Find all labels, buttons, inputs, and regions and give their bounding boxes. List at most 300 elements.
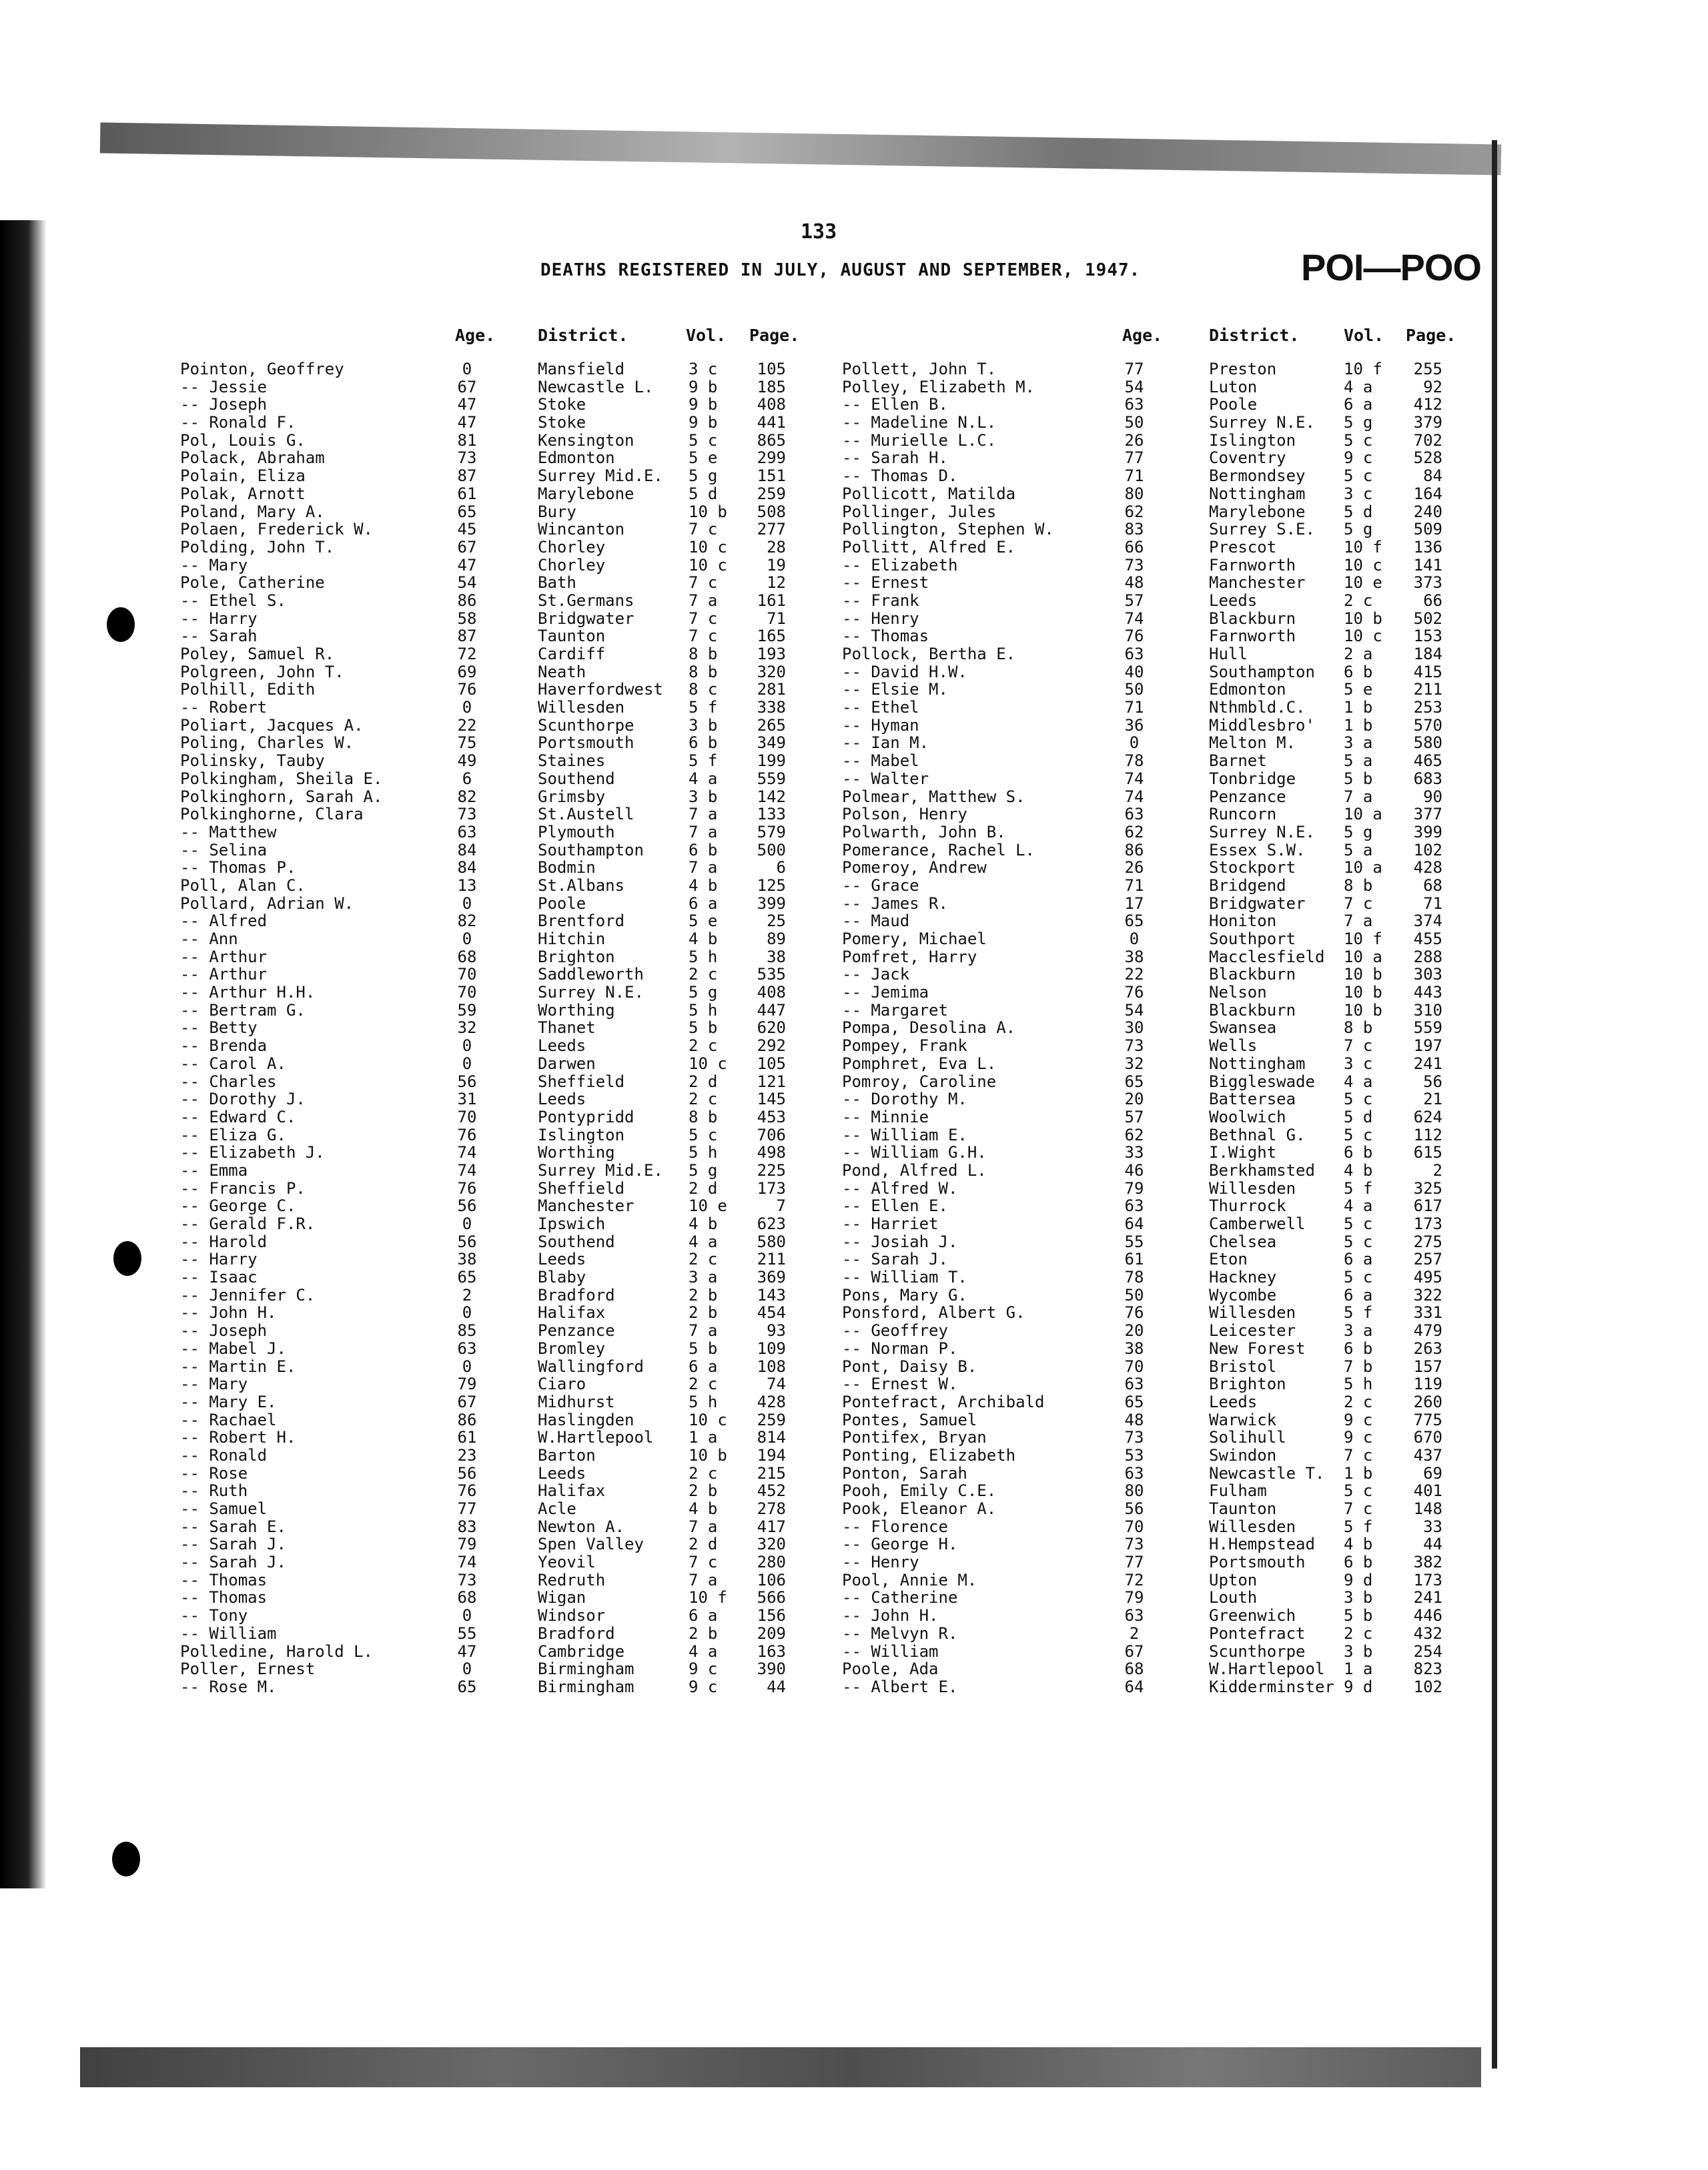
entry-vol: 6 b — [1344, 1339, 1373, 1358]
entry-age: 57 — [1124, 591, 1144, 610]
entry-age: 54 — [1124, 377, 1144, 396]
entry-page: 197 — [1413, 1036, 1442, 1056]
entry-page: 240 — [1413, 502, 1442, 521]
entry-vol: 5 f — [1344, 1517, 1373, 1536]
entry-age: 20 — [1124, 1321, 1144, 1341]
entry-district: Marylebone — [1209, 502, 1306, 521]
entry-page: 325 — [1413, 1178, 1442, 1198]
entry-name: -- Brenda — [180, 1036, 268, 1056]
entry-district: Honiton — [1209, 912, 1277, 931]
entry-name: -- Carol A. — [180, 1054, 286, 1073]
entry-vol: 5 c — [1344, 1125, 1373, 1144]
entry-vol: 6 b — [1344, 1143, 1373, 1162]
entry-district: Thanet — [538, 1018, 596, 1038]
entry-age: 74 — [1124, 609, 1144, 628]
entry-name: -- Catherine — [842, 1588, 958, 1607]
entry-vol: 10 e — [689, 1196, 727, 1216]
entry-district: Nelson — [1209, 983, 1267, 1002]
entry-district: W.Hartlepool — [538, 1428, 654, 1447]
entry-vol: 6 a — [1344, 1250, 1373, 1269]
header-page: Page. — [749, 326, 800, 345]
entry-vol: 5 c — [689, 430, 718, 450]
entry-district: Surrey Mid.E. — [538, 466, 663, 486]
entry-vol: 10 f — [1344, 930, 1382, 948]
entry-name: -- Martin E. — [180, 1357, 296, 1376]
entry-vol: 4 a — [1344, 1196, 1373, 1216]
entry-name: -- Jessie — [180, 377, 268, 396]
entry-vol: 5 h — [1344, 1375, 1373, 1394]
entry-name: Pole, Catherine — [180, 573, 325, 593]
entry-district: Worthing — [538, 1143, 615, 1162]
entry-district: Greenwich — [1209, 1606, 1296, 1625]
entry-age: 26 — [1124, 858, 1144, 877]
entry-age: 79 — [1124, 1178, 1144, 1198]
entry-page: 479 — [1413, 1321, 1442, 1341]
entry-page: 322 — [1413, 1285, 1442, 1305]
entry-name: -- Thomas — [180, 1588, 268, 1607]
entry-vol: 6 a — [689, 1357, 718, 1376]
entry-district: St.Austell — [538, 805, 634, 824]
entry-age: 56 — [457, 1463, 477, 1483]
entry-district: Thurrock — [1209, 1196, 1286, 1216]
entry-page: 265 — [757, 715, 786, 735]
entry-age: 0 — [462, 1214, 472, 1233]
entry-name: -- Ellen E. — [842, 1196, 948, 1216]
entry-vol: 4 b — [689, 1214, 718, 1233]
entry-page: 415 — [1413, 662, 1442, 681]
entry-page: 670 — [1413, 1428, 1442, 1447]
entry-vol: 7 a — [689, 1570, 718, 1589]
entry-age: 80 — [1124, 484, 1144, 503]
entry-district: Upton — [1209, 1570, 1258, 1589]
entry-name: -- Eliza G. — [180, 1125, 286, 1144]
entry-name: Pontefract, Archibald — [842, 1392, 1045, 1411]
entry-age: 54 — [457, 573, 477, 593]
entry-page: 455 — [1413, 930, 1442, 948]
entry-page: 447 — [757, 1000, 786, 1020]
entry-vol: 3 b — [1344, 1588, 1373, 1607]
entry-vol: 7 c — [1344, 1499, 1373, 1518]
entry-name: -- Mary — [180, 1375, 248, 1394]
entry-page: 136 — [1413, 537, 1442, 557]
entry-name: Pompa, Desolina A. — [842, 1018, 1016, 1038]
entry-age: 13 — [457, 875, 477, 895]
scan-edge-left — [0, 220, 47, 1888]
entry-district: Nottingham — [1209, 1054, 1306, 1073]
entry-page: 559 — [1413, 1018, 1442, 1038]
entry-district: Swindon — [1209, 1445, 1277, 1465]
entry-vol: 5 h — [689, 1392, 718, 1411]
entry-name: Pomery, Michael — [842, 930, 987, 948]
entry-age: 67 — [457, 377, 477, 396]
entry-page: 509 — [1413, 520, 1442, 539]
entry-name: -- Thomas — [842, 627, 929, 646]
entry-page: 121 — [757, 1072, 786, 1091]
entry-district: St.Albans — [538, 875, 625, 895]
entry-page: 683 — [1413, 769, 1442, 788]
entry-district: Staines — [538, 751, 606, 771]
entry-name: -- Robert — [180, 698, 268, 717]
entry-page: 452 — [757, 1481, 786, 1501]
entry-vol: 10 f — [689, 1588, 727, 1607]
entry-page: 814 — [757, 1428, 786, 1447]
entry-district: Halifax — [538, 1303, 606, 1323]
entry-district: Poole — [538, 893, 586, 913]
entry-name: -- Elizabeth J. — [180, 1143, 325, 1162]
entry-page: 580 — [1413, 733, 1442, 753]
entry-name: -- Arthur H.H. — [180, 983, 316, 1002]
entry-district: Warwick — [1209, 1410, 1277, 1429]
entry-vol: 2 c — [1344, 1623, 1373, 1643]
entry-page: 441 — [757, 413, 786, 432]
entry-page: 102 — [1413, 840, 1442, 859]
entry-vol: 4 a — [689, 1232, 718, 1251]
entry-district: St.Germans — [538, 591, 634, 610]
header-age: Age. — [1122, 326, 1163, 345]
entry-vol: 4 a — [1344, 377, 1373, 396]
entry-age: 77 — [1124, 360, 1144, 378]
entry-age: 0 — [462, 930, 472, 948]
entry-age: 2 — [1129, 1623, 1140, 1643]
entry-district: Essex S.W. — [1209, 840, 1306, 859]
entry-name: -- Sarah H. — [842, 448, 948, 468]
entry-vol: 7 c — [689, 520, 718, 539]
entry-district: Windsor — [538, 1606, 606, 1625]
entry-page: 165 — [757, 627, 786, 646]
entry-vol: 7 c — [689, 609, 718, 628]
entry-district: Bradford — [538, 1285, 615, 1305]
entry-name: Poliart, Jacques A. — [180, 715, 364, 735]
entry-vol: 6 b — [1344, 1553, 1373, 1572]
entry-age: 22 — [1124, 965, 1144, 984]
entry-district: Leeds — [538, 1036, 586, 1056]
entry-vol: 6 b — [689, 840, 718, 859]
entry-page: 263 — [1413, 1339, 1442, 1358]
entry-page: 288 — [1413, 947, 1442, 966]
entry-age: 70 — [457, 1107, 477, 1126]
entry-district: Taunton — [538, 627, 606, 646]
entry-name: Pompey, Frank — [842, 1036, 967, 1056]
entry-name: Ponting, Elizabeth — [842, 1445, 1016, 1465]
entry-name: -- Jack — [842, 965, 910, 984]
header-page: Page. — [1406, 326, 1456, 345]
entry-name: -- Ellen B. — [842, 395, 948, 414]
entry-district: Melton M. — [1209, 733, 1296, 753]
entry-page: 443 — [1413, 983, 1442, 1002]
entry-age: 17 — [1124, 893, 1144, 913]
entry-page: 428 — [1413, 858, 1442, 877]
entry-name: -- Jemima — [842, 983, 929, 1002]
entry-district: Camberwell — [1209, 1214, 1306, 1233]
entry-name: -- Alfred — [180, 912, 268, 931]
entry-district: Surrey N.E. — [538, 983, 644, 1002]
entry-district: Preston — [1209, 360, 1277, 378]
entry-district: Birmingham — [538, 1677, 634, 1696]
entry-age: 82 — [457, 787, 477, 806]
entry-vol: 1 b — [1344, 698, 1373, 717]
entry-name: -- Sarah J. — [180, 1553, 286, 1572]
entry-district: Middlesbro' — [1209, 715, 1315, 735]
entry-vol: 5 b — [1344, 1606, 1373, 1625]
entry-vol: 5 g — [689, 1160, 718, 1180]
entry-age: 22 — [457, 715, 477, 735]
entry-name: Pomeroy, Andrew — [842, 858, 987, 877]
entry-age: 80 — [1124, 1481, 1144, 1501]
entry-age: 55 — [1124, 1232, 1144, 1251]
entry-vol: 9 b — [689, 395, 718, 414]
entry-page: 71 — [1423, 893, 1442, 913]
entry-vol: 2 c — [689, 1036, 718, 1056]
entry-vol: 8 c — [689, 680, 718, 699]
entry-name: -- John H. — [842, 1606, 939, 1625]
entry-vol: 4 b — [689, 875, 718, 895]
entry-age: 84 — [457, 840, 477, 859]
entry-name: -- Thomas — [180, 1570, 268, 1589]
entry-vol: 9 c — [1344, 448, 1373, 468]
entry-name: -- William — [842, 1642, 939, 1661]
entry-name: -- Albert E. — [842, 1677, 958, 1696]
entry-age: 76 — [457, 1125, 477, 1144]
entry-page: 74 — [767, 1375, 786, 1394]
entry-district: Stockport — [1209, 858, 1296, 877]
entry-page: 164 — [1413, 484, 1442, 503]
entry-name: -- George C. — [180, 1196, 296, 1216]
entry-age: 48 — [1124, 573, 1144, 593]
entry-district: Darwen — [538, 1054, 596, 1073]
entry-page: 417 — [757, 1517, 786, 1536]
entry-name: Pooh, Emily C.E. — [842, 1481, 997, 1501]
entry-district: Southampton — [1209, 662, 1315, 681]
entry-page: 535 — [757, 965, 786, 984]
entry-page: 105 — [757, 360, 786, 378]
entry-district: Spen Valley — [538, 1535, 644, 1554]
entry-age: 65 — [457, 1677, 477, 1696]
entry-district: Penzance — [538, 1321, 615, 1341]
entry-district: Southend — [538, 769, 615, 788]
entry-district: Chelsea — [1209, 1232, 1277, 1251]
entry-vol: 10 b — [1344, 609, 1382, 628]
entry-name: -- Tony — [180, 1606, 248, 1625]
entry-district: Newcastle T. — [1209, 1463, 1325, 1483]
entry-page: 702 — [1413, 430, 1442, 450]
entry-name: -- Elsie M. — [842, 680, 948, 699]
entry-vol: 8 b — [1344, 875, 1373, 895]
entry-age: 61 — [1124, 1250, 1144, 1269]
entry-vol: 10 b — [1344, 1000, 1382, 1020]
entry-age: 45 — [457, 520, 477, 539]
entry-page: 775 — [1413, 1410, 1442, 1429]
entry-district: Leeds — [1209, 591, 1258, 610]
entry-age: 74 — [1124, 769, 1144, 788]
entry-name: Polinsky, Tauby — [180, 751, 325, 771]
entry-age: 48 — [1124, 1410, 1144, 1429]
entry-name: Pollitt, Alfred E. — [842, 537, 1016, 557]
entry-page: 89 — [767, 930, 786, 948]
entry-page: 145 — [757, 1090, 786, 1109]
entry-page: 7 — [776, 1196, 786, 1216]
entry-page: 90 — [1423, 787, 1442, 806]
entry-page: 259 — [757, 1410, 786, 1429]
entry-age: 0 — [462, 1357, 472, 1376]
entry-name: -- Ann — [180, 930, 238, 948]
entry-district: Scunthorpe — [1209, 1642, 1306, 1661]
entry-district: Solihull — [1209, 1428, 1286, 1447]
entry-page: 377 — [1413, 805, 1442, 824]
entry-district: Chorley — [538, 537, 606, 557]
entry-age: 70 — [457, 983, 477, 1002]
entry-page: 133 — [757, 805, 786, 824]
entry-name: -- Gerald F.R. — [180, 1214, 316, 1233]
entry-age: 73 — [1124, 1535, 1144, 1554]
entry-page: 823 — [1413, 1660, 1442, 1679]
entry-page: 623 — [757, 1214, 786, 1233]
entry-age: 55 — [457, 1623, 477, 1643]
entry-vol: 10 c — [1344, 555, 1382, 575]
entry-district: Redruth — [538, 1570, 606, 1589]
entry-vol: 10 f — [1344, 360, 1382, 378]
entry-district: Prescot — [1209, 537, 1277, 557]
entry-age: 78 — [1124, 1268, 1144, 1287]
entry-age: 73 — [1124, 1036, 1144, 1056]
entry-page: 259 — [757, 484, 786, 503]
entry-age: 84 — [457, 858, 477, 877]
entry-vol: 9 b — [689, 413, 718, 432]
entry-page: 706 — [757, 1125, 786, 1144]
entry-vol: 6 a — [1344, 395, 1373, 414]
entry-name: -- Rose M. — [180, 1677, 277, 1696]
entry-page: 446 — [1413, 1606, 1442, 1625]
entry-vol: 9 c — [1344, 1410, 1373, 1429]
entry-district: Plymouth — [538, 822, 615, 841]
entry-vol: 10 a — [1344, 858, 1382, 877]
entry-age: 63 — [1124, 1375, 1144, 1394]
entry-name: -- Murielle L.C. — [842, 430, 997, 450]
entry-district: Mansfield — [538, 360, 625, 378]
entry-page: 495 — [1413, 1268, 1442, 1287]
entry-district: Wells — [1209, 1036, 1258, 1056]
entry-page: 2 — [1432, 1160, 1442, 1180]
entry-district: Taunton — [1209, 1499, 1277, 1518]
entry-page: 12 — [767, 573, 786, 593]
entry-name: Pond, Alfred L. — [842, 1160, 987, 1180]
entry-vol: 5 g — [1344, 413, 1373, 432]
entry-age: 87 — [457, 466, 477, 486]
entry-age: 76 — [1124, 983, 1144, 1002]
entry-name: Polak, Arnott — [180, 484, 306, 503]
entry-page: 119 — [1413, 1375, 1442, 1394]
entry-vol: 2 c — [689, 1090, 718, 1109]
entry-page: 255 — [1413, 360, 1442, 378]
entry-district: Manchester — [538, 1196, 634, 1216]
entry-vol: 3 a — [1344, 1321, 1373, 1341]
entry-page: 66 — [1423, 591, 1442, 610]
entry-age: 77 — [1124, 448, 1144, 468]
entry-district: Sheffield — [538, 1178, 625, 1198]
entry-age: 30 — [1124, 1018, 1144, 1038]
entry-name: -- Madeline N.L. — [842, 413, 997, 432]
entry-page: 260 — [1413, 1392, 1442, 1411]
entry-page: 617 — [1413, 1196, 1442, 1216]
entry-age: 36 — [1124, 715, 1144, 735]
entry-district: Brighton — [1209, 1375, 1286, 1394]
entry-name: -- Sarah J. — [180, 1535, 286, 1554]
entry-name: Poole, Ada — [842, 1660, 939, 1679]
entry-name: Pons, Mary G. — [842, 1285, 967, 1305]
entry-vol: 2 c — [1344, 591, 1373, 610]
entry-vol: 5 h — [689, 947, 718, 966]
entry-district: Barton — [538, 1445, 596, 1465]
entry-name: Polaen, Frederick W. — [180, 520, 373, 539]
entry-name: Pointon, Geoffrey — [180, 360, 344, 378]
entry-name: -- Frank — [842, 591, 919, 610]
entry-page: 254 — [1413, 1642, 1442, 1661]
entry-vol: 7 a — [689, 1517, 718, 1536]
entry-district: Hull — [1209, 645, 1248, 663]
entry-page: 19 — [767, 555, 786, 575]
entry-district: Bethnal G. — [1209, 1125, 1306, 1144]
entry-page: 112 — [1413, 1125, 1442, 1144]
entry-page: 498 — [757, 1143, 786, 1162]
entry-vol: 9 c — [689, 1677, 718, 1696]
entry-age: 47 — [457, 413, 477, 432]
entry-page: 320 — [757, 1535, 786, 1554]
entry-vol: 6 b — [1344, 662, 1373, 681]
entry-name: Poley, Samuel R. — [180, 645, 335, 663]
entry-name: -- Josiah J. — [842, 1232, 958, 1251]
entry-page: 92 — [1423, 377, 1442, 396]
entry-district: I.Wight — [1209, 1143, 1277, 1162]
entry-district: Brentford — [538, 912, 625, 931]
entry-district: Southampton — [538, 840, 644, 859]
entry-name: Pol, Louis G. — [180, 430, 306, 450]
entry-age: 68 — [457, 1588, 477, 1607]
entry-page: 390 — [757, 1660, 786, 1679]
entry-vol: 7 a — [689, 822, 718, 841]
entry-vol: 5 f — [1344, 1178, 1373, 1198]
entry-age: 75 — [457, 733, 477, 753]
entry-name: Polhill, Edith — [180, 680, 316, 699]
entry-page: 173 — [1413, 1214, 1442, 1233]
entry-age: 0 — [1129, 733, 1140, 753]
entry-age: 71 — [1124, 466, 1144, 486]
entry-vol: 5 e — [1344, 680, 1373, 699]
entry-page: 106 — [757, 1570, 786, 1589]
entry-name: -- David H.W. — [842, 662, 967, 681]
header-age: Age. — [455, 326, 496, 345]
entry-district: Nottingham — [1209, 484, 1306, 503]
entry-district: W.Hartlepool — [1209, 1660, 1325, 1679]
header-vol: Vol. — [1344, 326, 1384, 345]
entry-page: 508 — [757, 502, 786, 521]
entry-age: 70 — [1124, 1357, 1144, 1376]
entry-age: 54 — [1124, 1000, 1144, 1020]
entry-vol: 4 b — [689, 1499, 718, 1518]
entry-name: Polley, Elizabeth M. — [842, 377, 1035, 396]
entry-page: 105 — [757, 1054, 786, 1073]
entry-name: -- Selina — [180, 840, 268, 859]
entry-name: Polkinghorn, Sarah A. — [180, 787, 383, 806]
entry-name: Pomroy, Caroline — [842, 1072, 997, 1091]
entry-vol: 8 b — [1344, 1018, 1373, 1038]
entry-vol: 7 c — [689, 1553, 718, 1572]
entry-vol: 9 d — [1344, 1677, 1373, 1696]
page-header: DEATHS REGISTERED IN JULY, AUGUST AND SEPTEMBER, 1947. — [540, 260, 1141, 280]
entry-page: 142 — [757, 787, 786, 806]
entry-district: Willesden — [1209, 1517, 1296, 1536]
entry-age: 38 — [1124, 947, 1144, 966]
entry-page: 865 — [757, 430, 786, 450]
entry-age: 83 — [1124, 520, 1144, 539]
